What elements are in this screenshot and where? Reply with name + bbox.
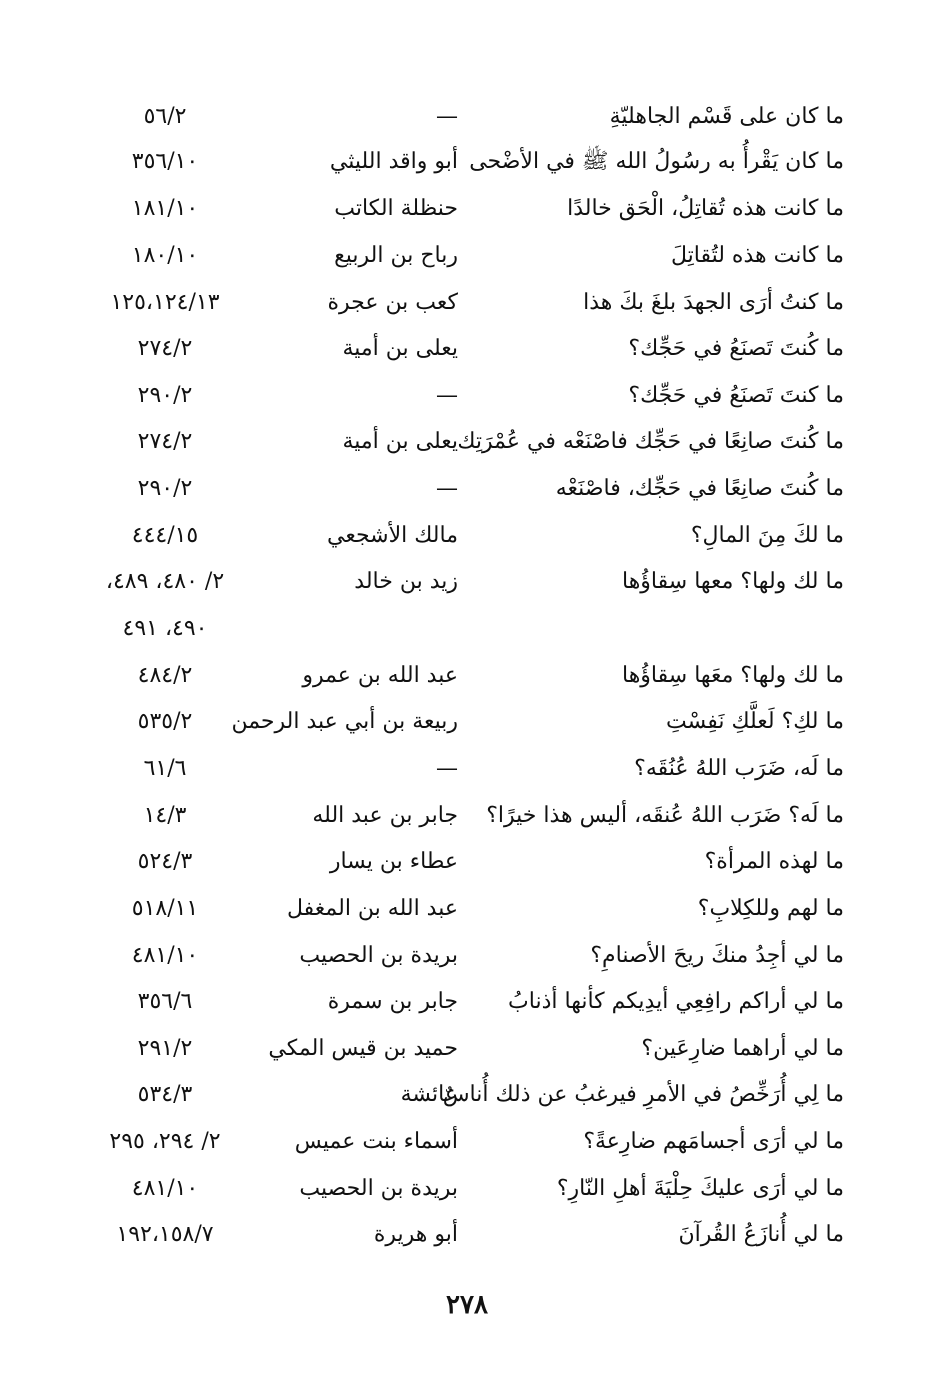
hadith-text: ما لي أُنازَعُ القُرآنَ: [678, 1222, 844, 1247]
index-row: [80, 1075, 850, 1115]
volume-page-reference: ٦١/٦: [143, 756, 187, 781]
volume-page-reference: ٤٩٠، ٤٩١: [122, 616, 208, 641]
narrator-name: جابر بن عبد الله: [312, 803, 458, 828]
volume-page-reference: ٤٨٤/٢: [137, 663, 193, 688]
hadith-text: ما كنتَ تَصنَعُ في حَجِّك؟: [628, 383, 844, 408]
narrator-name: حميد بن قيس المكي: [268, 1036, 458, 1061]
index-row: [80, 656, 850, 696]
index-row: [80, 702, 850, 742]
narrator-name: —: [436, 383, 458, 408]
hadith-text: ما لِي أُرَخِّصُ في الأمرِ فيرغبُ عن ذلك أُناسٌ: [442, 1082, 844, 1107]
volume-page-reference: ٢/ ٤٨٠، ٤٨٩،: [105, 569, 225, 594]
volume-page-reference: ١٢٥،١٢٤/١٣: [110, 290, 220, 315]
page-number: ٢٧٨: [446, 1290, 488, 1320]
hadith-text: ما كانت هذه تُقاتِلُ، الْحَق خالدًا: [567, 196, 844, 221]
volume-page-reference: ٥٣٤/٣: [137, 1082, 193, 1107]
narrator-name: عبد الله بن المغفل: [287, 896, 458, 921]
narrator-name: أسماء بنت عميس: [294, 1129, 458, 1154]
index-row: [80, 469, 850, 509]
narrator-name: أبو واقد الليثي: [329, 149, 458, 174]
hadith-text: ما لَه، ضَرَب اللهُ عُنُقَه؟: [634, 756, 844, 781]
hadith-text: ما كُنتَ صانِعًا في حَجِّك، فاصْنَعْه: [555, 476, 844, 501]
volume-page-reference: ٥٣٥/٢: [137, 709, 193, 734]
hadith-text: ما لي أرَى عليكَ حِلْيَةَ أهلِ النّارِ؟: [556, 1176, 844, 1201]
index-row: [80, 376, 850, 416]
index-row: [80, 142, 850, 182]
hadith-text: ما كان على قَسْم الجاهليّةِ: [609, 104, 844, 129]
volume-page-reference: ٤٨١/١٠: [131, 1176, 199, 1201]
narrator-name: بريدة بن الحصيب: [299, 943, 458, 968]
index-row: [80, 749, 850, 789]
narrator-name: بريدة بن الحصيب: [299, 1176, 458, 1201]
hadith-text: ما كانت هذه لتُقاتِلَ: [670, 243, 844, 268]
volume-page-reference: ٥١٨/١١: [131, 896, 199, 921]
index-row: [80, 562, 850, 602]
volume-page-reference: ٢٩٠/٢: [137, 476, 193, 501]
narrator-name: عبد الله بن عمرو: [302, 663, 458, 688]
index-row: [80, 936, 850, 976]
index-row: [80, 796, 850, 836]
volume-page-reference: ٥٦/٢: [143, 104, 187, 129]
volume-page-reference: ٣٥٦/٦: [137, 989, 193, 1014]
narrator-name: رباح بن الربيع: [334, 243, 458, 268]
volume-page-reference: ٢٩١/٢: [137, 1036, 193, 1061]
index-row: [80, 189, 850, 229]
hadith-text: ما لكِ؟ لَعلَّكِ نَفِسْتِ: [665, 709, 844, 734]
volume-page-reference: ٢/ ٢٩٤، ٢٩٥: [109, 1129, 221, 1154]
volume-page-reference: ٢٧٤/٢: [137, 336, 193, 361]
narrator-name: —: [436, 756, 458, 781]
index-row: [80, 1122, 850, 1162]
hadith-text: ما لي أجِدُ منكَ ريحَ الأصنامِ؟: [590, 943, 844, 968]
index-row: [80, 329, 850, 369]
hadith-text: ما لي أرَى أجسامَهم ضارِعةً؟: [583, 1129, 844, 1154]
volume-page-reference: ٤٨١/١٠: [131, 943, 199, 968]
volume-page-reference: ١٨٠/١٠: [131, 243, 199, 268]
index-row: [80, 1169, 850, 1209]
index-row: [80, 889, 850, 929]
volume-page-reference: ١٩٢،١٥٨/٧: [116, 1222, 214, 1247]
hadith-text: ما لَه؟ ضَرَب اللهُ عُنقَه، أليس هذا خيرًا؟: [486, 803, 844, 828]
index-row: [80, 609, 850, 649]
hadith-text: ما لك ولها؟ معَها سِقاؤُها: [622, 663, 844, 688]
hadith-text: ما كان يَقْرأُ به رسُولُ الله ﷺ في الأضْحى: [469, 149, 844, 174]
narrator-name: —: [436, 476, 458, 501]
index-row: [80, 1029, 850, 1069]
index-row: [80, 422, 850, 462]
narrator-name: عطاء بن يسار: [329, 849, 458, 874]
index-row: [80, 516, 850, 556]
narrator-name: أبو هريرة: [373, 1222, 458, 1247]
hadith-text: [454, 609, 844, 649]
narrator-name: يعلى بن أمية: [342, 336, 458, 361]
narrator-name: حنظلة الكاتب: [334, 196, 458, 221]
hadith-text: ما لك ولها؟ معها سِقاؤُها: [622, 569, 844, 594]
index-row: [80, 236, 850, 276]
narrator-name: عائشة: [400, 1082, 458, 1107]
narrator-name: كعب بن عجرة: [327, 290, 458, 315]
hadith-text: ما كُنتَ تَصنَعُ في حَجِّك؟: [628, 336, 844, 361]
narrator-name: —: [436, 104, 458, 129]
narrator-name: مالك الأشجعي: [327, 523, 458, 548]
volume-page-reference: ٥٢٤/٣: [137, 849, 193, 874]
index-row: [80, 842, 850, 882]
volume-page-reference: ٢٩٠/٢: [137, 383, 193, 408]
hadith-text: ما لي أراهما ضارِعَين؟: [641, 1036, 844, 1061]
narrator-name: ربيعة بن أبي عبد الرحمن: [231, 709, 458, 734]
hadith-text: ما لكَ مِنَ المالِ؟: [690, 523, 844, 548]
volume-page-reference: ٤٤٤/١٥: [131, 523, 199, 548]
index-row: [80, 283, 850, 323]
index-row: [80, 982, 850, 1022]
index-row: [80, 97, 850, 137]
volume-page-reference: ١٤/٣: [143, 803, 187, 828]
hadith-text: ما لي أراكم رافِعِي أيدِيكم كأنها أذنابُ: [508, 989, 844, 1014]
index-row: [80, 1215, 850, 1255]
hadith-text: ما كنتُ أرَى الجهدَ بلغَ بكَ هذا: [583, 290, 844, 315]
narrator-name: يعلى بن أمية: [342, 429, 458, 454]
volume-page-reference: ٢٧٤/٢: [137, 429, 193, 454]
volume-page-reference: ١٨١/١٠: [131, 196, 199, 221]
narrator-name: زيد بن خالد: [354, 569, 458, 594]
hadith-text: ما كُنتَ صانِعًا في حَجِّك فاصْنَعْه في عُمْرَتِك: [457, 429, 844, 454]
hadith-text: ما لهذه المرأة؟: [704, 849, 844, 874]
narrator-name: جابر بن سمرة: [327, 989, 458, 1014]
narrator-name: [248, 609, 458, 649]
hadith-text: ما لهم وللكِلابِ؟: [697, 896, 844, 921]
volume-page-reference: ٣٥٦/١٠: [131, 149, 199, 174]
